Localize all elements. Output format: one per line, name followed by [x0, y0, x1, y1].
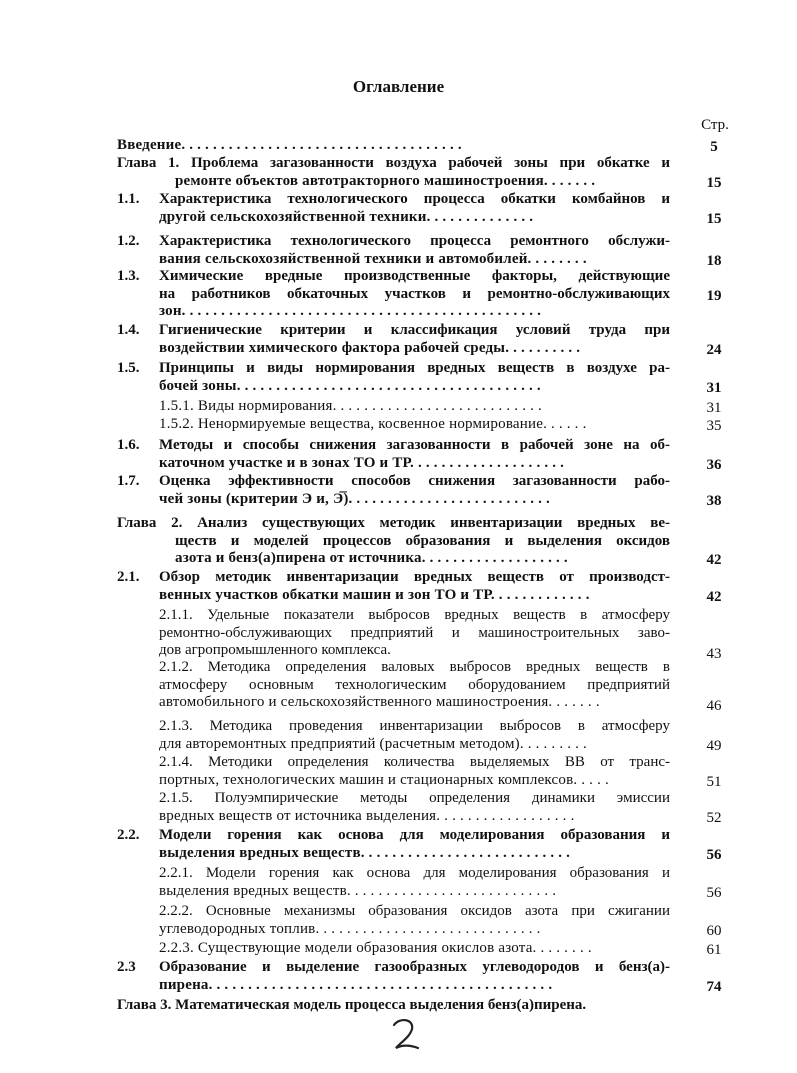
toc-entry-page: 35: [706, 418, 722, 434]
toc-entry-page: 15: [706, 174, 722, 191]
toc-entry-line: выделения вредных веществ. . . . . . . . . . . . . . . . . . . . . . . . . . .: [159, 844, 571, 861]
toc-entry-page: 61: [706, 942, 722, 958]
toc-entry-line: углеводородных топлив. . . . . . . . . . . . . . . . . . . . . . . . . . . . .: [159, 920, 541, 937]
toc-entry-line: бочей зоны. . . . . . . . . . . . . . . . . . . . . . . . . . . . . . . . . . . . . . .: [159, 377, 541, 394]
toc-entry-line: азота и бенз(а)пирена от источника. . . . . . . . . . . . . . . . . . .: [175, 550, 568, 566]
toc-entry-line: венных участков обкатки машин и зон ТО и ТР. . . . . . . . . . . . .: [159, 586, 590, 603]
toc-entry-page: 31: [706, 379, 722, 396]
toc-entry-page: 56: [706, 884, 722, 901]
toc-entry-line: пирена. . . . . . . . . . . . . . . . . . . . . . . . . . . . . . . . . . . . . . . . . . . .: [159, 976, 553, 993]
toc-entry-page: 74: [706, 978, 722, 995]
toc-entry-page: 49: [706, 737, 722, 754]
toc-entry-number: 1.2.: [117, 233, 140, 249]
toc-title: Оглавление: [352, 77, 445, 96]
toc-entry-line: 2.1.2. Методика определения валовых выбросов вредных веществ в: [159, 659, 670, 675]
toc-entry-line: 2.1.4. Методики определения количества выделяемых ВВ от транс-: [159, 754, 670, 770]
toc-entry-line: дов агропромышленного комплекса.: [159, 642, 391, 658]
toc-entry-line: на работников обкаточных участков и ремонтно-обслуживающих: [159, 285, 670, 302]
toc-entry-number: 2.2.: [117, 827, 140, 843]
toc-entry-page: 46: [706, 698, 722, 714]
toc-entry-line: воздействии химического фактора рабочей среды. . . . . . . . . .: [159, 339, 581, 356]
toc-entry-line: Модели горения как основа для моделирования образования и: [159, 827, 670, 843]
toc-entry-line: Обзор методик инвентаризации вредных веществ от производст-: [159, 569, 670, 585]
toc-entry-line: атмосферу основным технологическим оборудованием предприятий: [159, 676, 670, 693]
toc-entry-line: Характеристика технологического процесса обкатки комбайнов и: [159, 191, 670, 207]
toc-entry-line: 2.1.3. Методика проведения инвентаризации выбросов в атмосферу: [159, 718, 670, 734]
toc-entry-number: 1.6.: [117, 437, 140, 453]
toc-entry-number: 2.3: [117, 959, 136, 975]
toc-entry-line: чей зоны (критерии Э и, Э̅). . . . . . . . . . . . . . . . . . . . . . . . . .: [159, 490, 550, 507]
toc-entry-line: автомобильного и сельскохозяйственного машиностроения. . . . . . .: [159, 694, 600, 710]
toc-entry-number: 1.3.: [117, 268, 140, 284]
toc-entry-page: 56: [706, 846, 722, 863]
toc-entry-page: 15: [706, 210, 722, 227]
toc-entry-line: каточном участке и в зонах ТО и ТР. . . . . . . . . . . . . . . . . . . .: [159, 454, 565, 471]
toc-entry-number: 2.1.: [117, 569, 140, 585]
toc-entry-line: Принципы и виды нормирования вредных веществ в воздухе ра-: [159, 360, 670, 376]
toc-entry-line: Методы и способы снижения загазованности в рабочей зоне на об-: [159, 437, 670, 453]
toc-entry-page: 42: [706, 552, 722, 568]
toc-entry-line: Глава 2. Анализ существующих методик инвентаризации вредных ве-: [117, 515, 670, 531]
toc-entry-line: Оценка эффективности способов снижения загазованности рабо-: [159, 473, 670, 489]
toc-entry-page: 31: [706, 400, 722, 416]
toc-entry-line: 2.2.2. Основные механизмы образования оксидов азота при сжигании: [159, 903, 670, 919]
toc-entry-line: портных, технологических машин и стационарных комплексов. . . . .: [159, 771, 609, 788]
toc-entry-line: 1.5.1. Виды нормирования. . . . . . . . . . . . . . . . . . . . . . . . . . .: [159, 398, 542, 414]
toc-entry-page: 38: [706, 492, 722, 509]
page-column-header: Стр.: [701, 117, 729, 133]
toc-entry-page: 24: [706, 341, 722, 358]
toc-entry-line: вредных веществ от источника выделения. . . . . . . . . . . . . . . . . .: [159, 807, 575, 824]
toc-entry-line: зон. . . . . . . . . . . . . . . . . . . . . . . . . . . . . . . . . . . . . . . . . . . . . .: [159, 303, 542, 319]
handwritten-page-number: [386, 1015, 426, 1055]
toc-entry-line: другой сельскохозяйственной техники. . . . . . . . . . . . . .: [159, 208, 534, 225]
toc-entry-page: 60: [706, 922, 722, 939]
toc-entry-page: 19: [706, 287, 722, 304]
toc-entry-line: 2.1.5. Полуэмпирические методы определения динамики эмиссии: [159, 790, 670, 806]
toc-entry-line: Гигиенические критерии и классификация условий труда при: [159, 322, 670, 338]
toc-entry-number: 1.4.: [117, 322, 140, 338]
toc-entry-page: 36: [706, 456, 722, 473]
toc-entry-page: 18: [706, 252, 722, 269]
toc-entry-line: вания сельскохозяйственной техники и автомобилей. . . . . . . .: [159, 250, 587, 267]
toc-entry-line: 2.2.3. Существующие модели образования окислов азота. . . . . . . .: [159, 940, 592, 956]
toc-entry-line: Введение. . . . . . . . . . . . . . . . . . . . . . . . . . . . . . . . . . . .: [117, 137, 462, 153]
toc-entry-line: выделения вредных веществ. . . . . . . . . . . . . . . . . . . . . . . . . . .: [159, 882, 557, 899]
toc-entry-page: 5: [710, 139, 718, 155]
toc-entry-line: Химические вредные производственные факторы, действующие: [159, 268, 670, 284]
toc-entry-line: ремонтно-обслуживающих предприятий и машиностроительных заво-: [159, 624, 670, 641]
toc-entry-line: Глава 3. Математическая модель процесса выделения бенз(а)пирена.: [117, 997, 587, 1013]
toc-entry-number: 1.7.: [117, 473, 140, 489]
toc-entry-number: 1.5.: [117, 360, 140, 376]
toc-entry-number: 1.1.: [117, 191, 140, 207]
toc-entry-line: 2.2.1. Модели горения как основа для моделирования образования и: [159, 865, 670, 881]
toc-entry-line: 2.1.1. Удельные показатели выбросов вредных веществ в атмосферу: [159, 607, 670, 623]
toc-entry-page: 51: [706, 773, 722, 790]
toc-entry-page: 42: [706, 588, 722, 605]
toc-entry-line: для авторемонтных предприятий (расчетным методом). . . . . . . . .: [159, 735, 587, 752]
toc-entry-page: 52: [706, 809, 722, 826]
toc-entry-page: 43: [706, 646, 722, 662]
toc-entry-line: 1.5.2. Ненормируемые вещества, косвенное нормирование. . . . . .: [159, 416, 587, 432]
toc-entry-line: ществ и моделей процессов образования и выделения оксидов: [175, 532, 670, 549]
toc-entry-line: ремонте объектов автотракторного машиностроения. . . . . . .: [175, 172, 596, 189]
toc-entry-line: Характеристика технологического процесса ремонтного обслужи-: [159, 233, 670, 249]
toc-entry-line: Образование и выделение газообразных углеводородов и бенз(а)-: [159, 959, 670, 975]
toc-entry-line: Глава 1. Проблема загазованности воздуха рабочей зоны при обкатке и: [117, 155, 670, 171]
